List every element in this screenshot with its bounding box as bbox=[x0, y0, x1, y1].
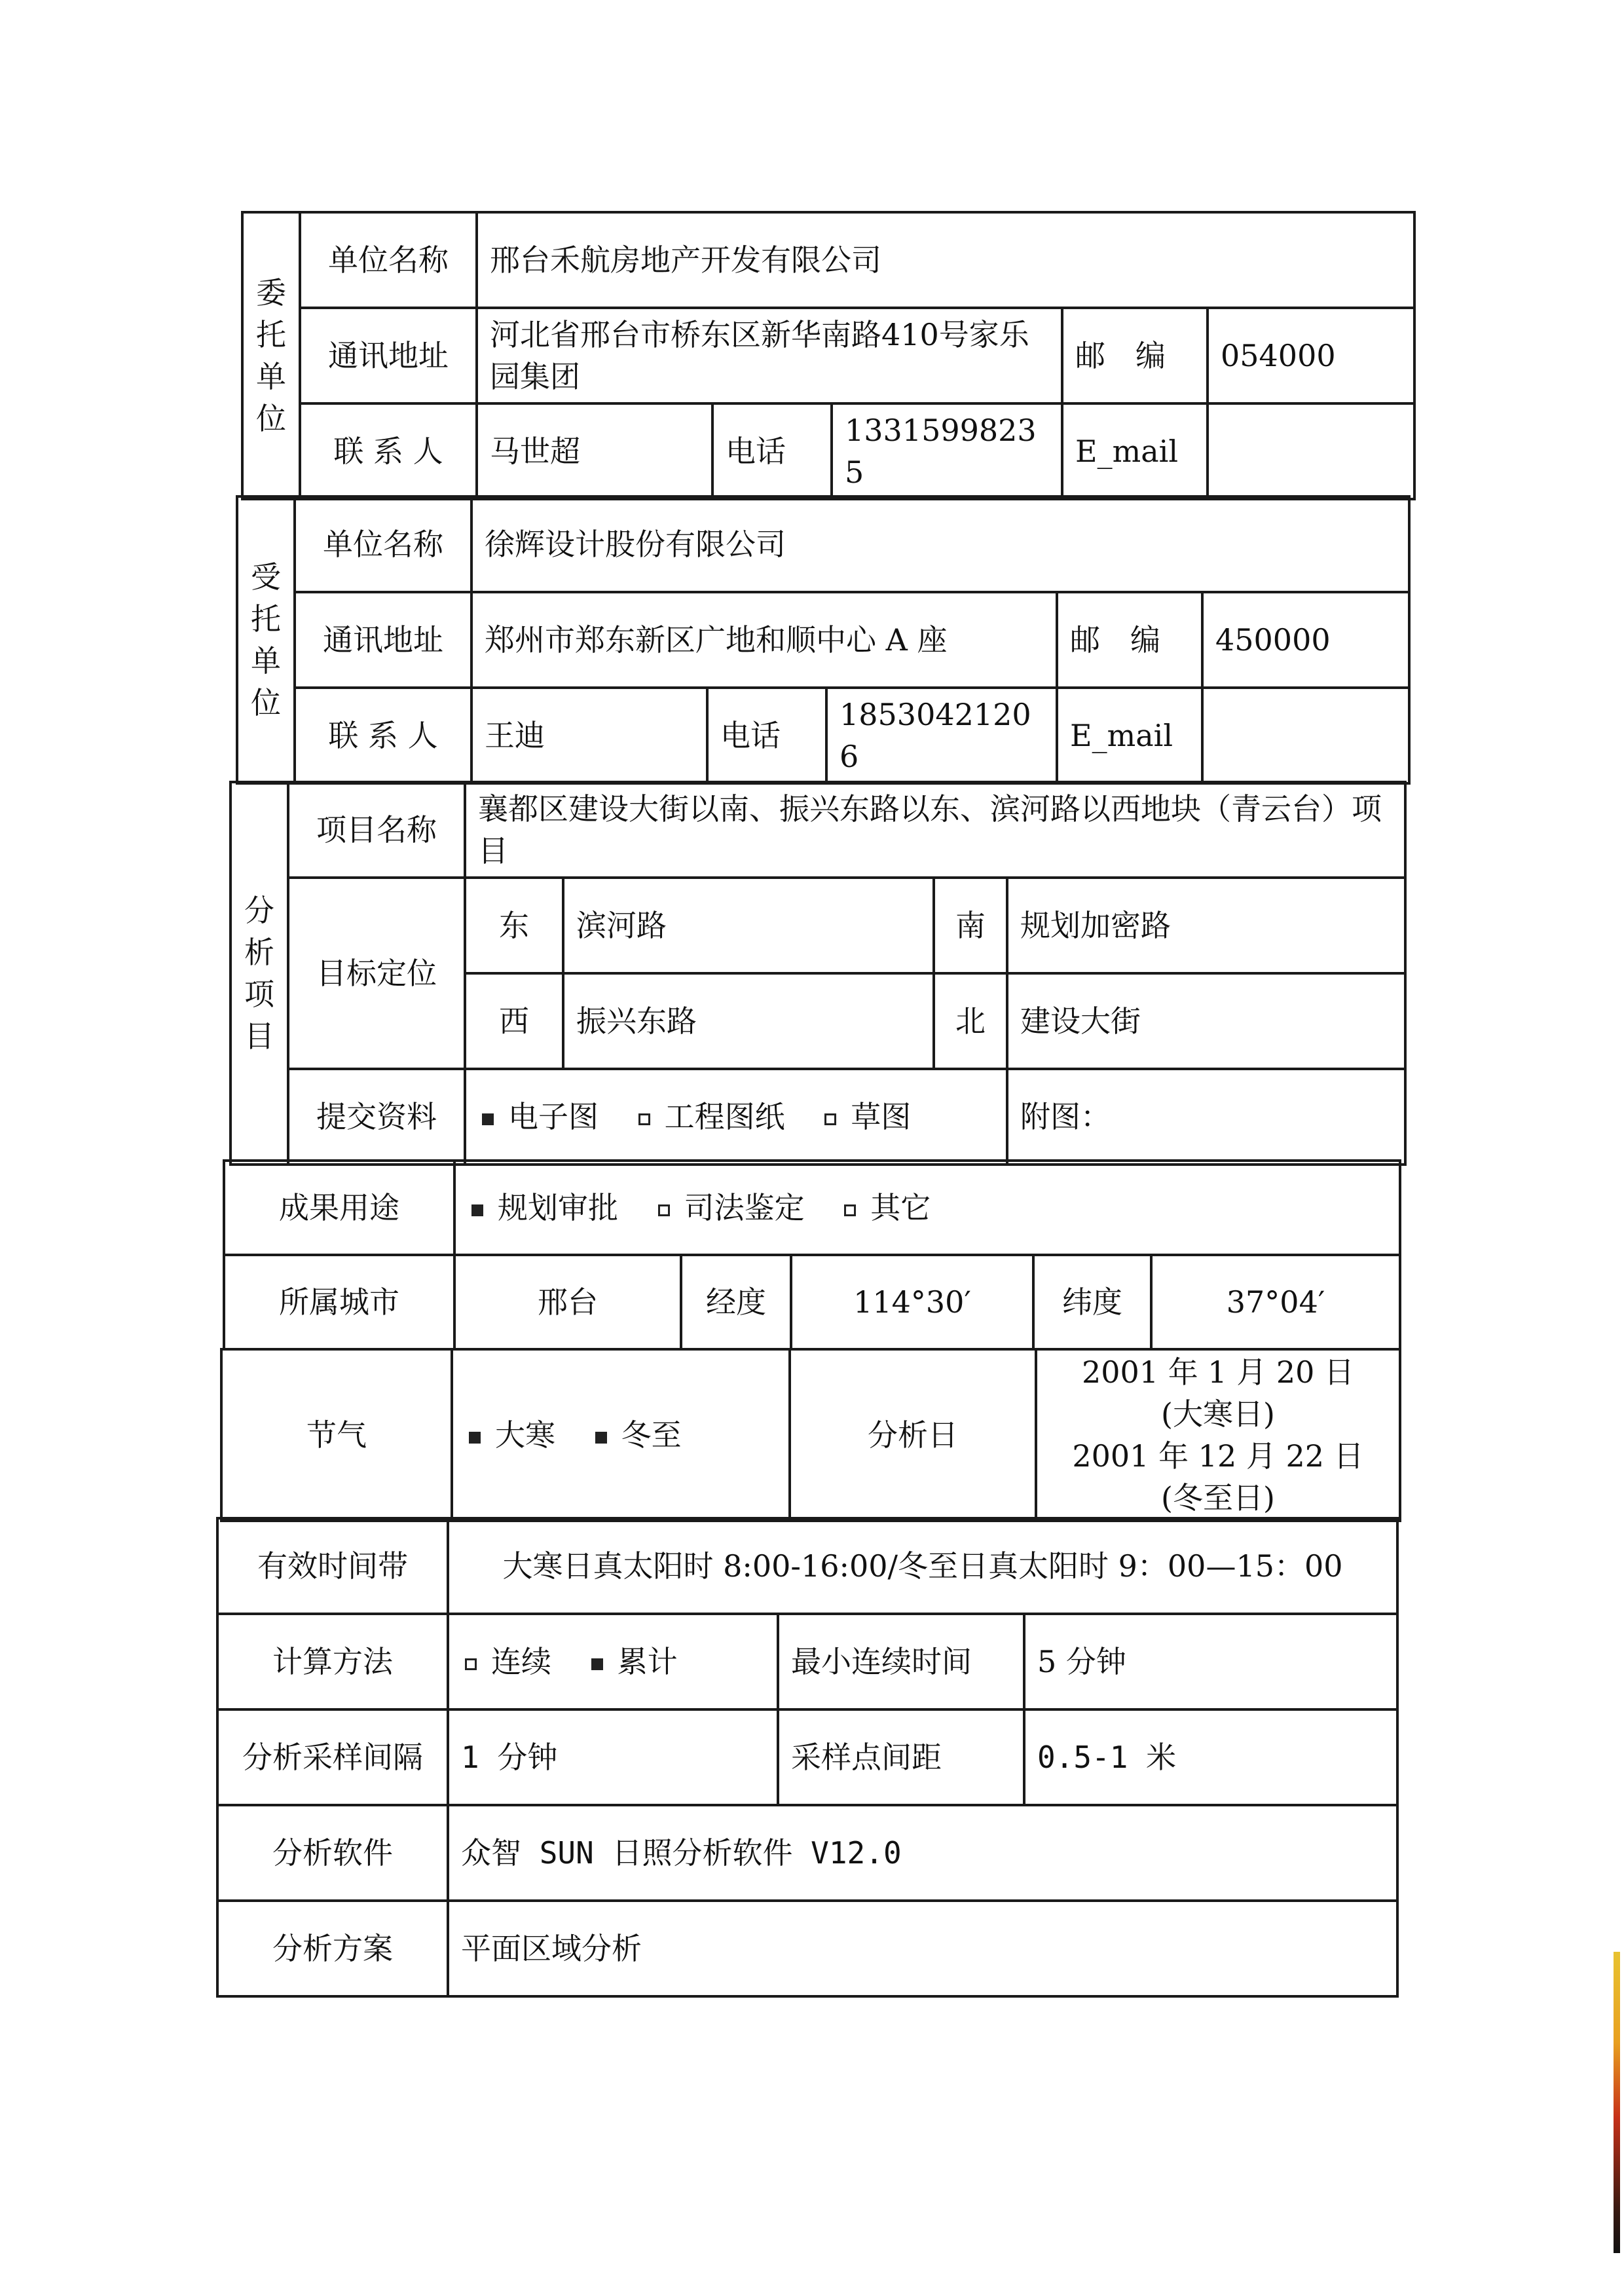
client-contact-label: 联 系 人 bbox=[300, 403, 477, 499]
attach-label: 附图： bbox=[1007, 1069, 1405, 1165]
project-name-label: 项目名称 bbox=[288, 782, 465, 878]
software-value: 众智 SUN 日照分析软件 V12.0 bbox=[448, 1805, 1397, 1901]
client-phone-label: 电话 bbox=[712, 403, 832, 499]
lon-value: 114°30′ bbox=[791, 1255, 1033, 1349]
project-name-value: 襄都区建设大街以南、振兴东路以东、滨河路以西地块（青云台）项目 bbox=[465, 782, 1405, 878]
west-label: 西 bbox=[465, 973, 563, 1069]
submit-option-3-checkbox[interactable] bbox=[824, 1113, 836, 1125]
client-addr-label: 通讯地址 bbox=[300, 308, 477, 403]
lat-label: 纬度 bbox=[1033, 1255, 1151, 1349]
project-table bbox=[229, 781, 1407, 1166]
contractor-name-label: 单位名称 bbox=[295, 496, 471, 592]
contractor-zip-label: 邮 编 bbox=[1057, 592, 1202, 688]
term-option-2-checkbox[interactable] bbox=[595, 1432, 607, 1444]
submit-option-1-label: 电子图 bbox=[508, 1099, 599, 1134]
usage-option-2-label: 司法鉴定 bbox=[684, 1190, 805, 1225]
spacing-label: 采样点间距 bbox=[778, 1709, 1024, 1805]
usage-option-1-checkbox[interactable] bbox=[471, 1204, 483, 1216]
city-label: 所属城市 bbox=[224, 1255, 454, 1349]
time-band-value: 大寒日真太阳时 8:00-16:00/冬至日真太阳时 9：00—15：00 bbox=[448, 1518, 1397, 1614]
contractor-table bbox=[236, 495, 1411, 785]
usage-option-3-label: 其它 bbox=[870, 1190, 931, 1225]
term-option-1-label: 大寒 bbox=[495, 1417, 555, 1453]
north-value: 建设大街 bbox=[1007, 973, 1405, 1069]
method-option-2-checkbox[interactable] bbox=[591, 1658, 603, 1670]
software-label: 分析软件 bbox=[217, 1805, 448, 1901]
method-table bbox=[216, 1517, 1399, 1998]
east-value: 滨河路 bbox=[563, 878, 934, 973]
method-label: 计算方法 bbox=[217, 1614, 448, 1709]
submit-option-3-label: 草图 bbox=[851, 1099, 912, 1134]
south-value: 规划加密路 bbox=[1007, 878, 1405, 973]
city-value: 邢台 bbox=[454, 1255, 681, 1349]
south-label: 南 bbox=[934, 878, 1007, 973]
time-band-label: 有效时间带 bbox=[217, 1518, 448, 1614]
min-continuous-label: 最小连续时间 bbox=[778, 1614, 1024, 1709]
submit-options bbox=[465, 1069, 1007, 1165]
client-section-label: 委 托 单 位 bbox=[242, 212, 300, 499]
client-phone-value: 13315998235 bbox=[832, 403, 1062, 499]
date1: 2001 年 1 月 20 日 bbox=[1082, 1354, 1354, 1390]
usage-option-1-label: 规划审批 bbox=[498, 1190, 618, 1225]
analysis-date-label: 分析日 bbox=[790, 1349, 1036, 1521]
target-label: 目标定位 bbox=[288, 878, 465, 1069]
submit-label: 提交资料 bbox=[288, 1069, 465, 1165]
sampling-value: 1 分钟 bbox=[448, 1709, 778, 1805]
solar-term-label: 节气 bbox=[221, 1349, 452, 1521]
lat-value: 37°04′ bbox=[1151, 1255, 1400, 1349]
scheme-value: 平面区域分析 bbox=[448, 1901, 1397, 1996]
contractor-name-value: 徐辉设计股份有限公司 bbox=[471, 496, 1409, 592]
usage-option-3-checkbox[interactable] bbox=[844, 1204, 856, 1216]
client-email-value bbox=[1208, 403, 1414, 499]
contractor-zip-value: 450000 bbox=[1202, 592, 1409, 688]
usage-label: 成果用途 bbox=[224, 1161, 454, 1255]
date2: 2001 年 12 月 22 日 bbox=[1072, 1438, 1364, 1474]
method-options bbox=[448, 1614, 778, 1709]
lon-label: 经度 bbox=[681, 1255, 791, 1349]
contractor-section-label: 受 托 单 位 bbox=[237, 496, 295, 783]
client-name-label: 单位名称 bbox=[300, 212, 477, 308]
scan-color-strip bbox=[1614, 1952, 1620, 2253]
contractor-phone-label: 电话 bbox=[707, 688, 826, 783]
method-option-1-label: 连续 bbox=[491, 1644, 551, 1679]
contractor-contact-value: 王迪 bbox=[471, 688, 707, 783]
contractor-addr-value: 郑州市郑东新区广地和顺中心 A 座 bbox=[471, 592, 1057, 688]
client-table bbox=[241, 211, 1416, 500]
usage-option-2-checkbox[interactable] bbox=[658, 1204, 670, 1216]
scheme-label: 分析方案 bbox=[217, 1901, 448, 1996]
analysis-table bbox=[223, 1159, 1401, 1351]
sampling-label: 分析采样间隔 bbox=[217, 1709, 448, 1805]
client-contact-value: 马世超 bbox=[477, 403, 712, 499]
client-addr-value: 河北省邢台市桥东区新华南路410号家乐园集团 bbox=[477, 308, 1062, 403]
min-continuous-value: 5 分钟 bbox=[1024, 1614, 1397, 1709]
usage-options bbox=[454, 1161, 1400, 1255]
method-option-1-checkbox[interactable] bbox=[465, 1658, 477, 1670]
term-option-2-label: 冬至 bbox=[621, 1417, 682, 1453]
spacing-value: 0.5-1 米 bbox=[1024, 1709, 1397, 1805]
client-zip-label: 邮 编 bbox=[1062, 308, 1208, 403]
east-label: 东 bbox=[465, 878, 563, 973]
analysis-date-value bbox=[1036, 1349, 1400, 1521]
submit-option-2-checkbox[interactable] bbox=[638, 1113, 650, 1125]
solar-term-table bbox=[220, 1348, 1401, 1522]
client-zip-value: 054000 bbox=[1208, 308, 1414, 403]
project-section-label: 分 析 项 目 bbox=[231, 782, 288, 1165]
client-name-value: 邢台禾航房地产开发有限公司 bbox=[477, 212, 1414, 308]
date1-note: (大寒日) bbox=[1161, 1396, 1275, 1432]
contractor-contact-label: 联 系 人 bbox=[295, 688, 471, 783]
contractor-addr-label: 通讯地址 bbox=[295, 592, 471, 688]
term-option-1-checkbox[interactable] bbox=[469, 1432, 481, 1444]
contractor-phone-value: 18530421206 bbox=[826, 688, 1057, 783]
north-label: 北 bbox=[934, 973, 1007, 1069]
submit-option-1-checkbox[interactable] bbox=[482, 1113, 494, 1125]
client-email-label: E_mail bbox=[1062, 403, 1208, 499]
method-option-2-label: 累计 bbox=[617, 1644, 678, 1679]
solar-term-options bbox=[452, 1349, 790, 1521]
west-value: 振兴东路 bbox=[563, 973, 934, 1069]
date2-note: (冬至日) bbox=[1161, 1480, 1275, 1516]
contractor-email-label: E_mail bbox=[1057, 688, 1202, 783]
contractor-email-value bbox=[1202, 688, 1409, 783]
submit-option-2-label: 工程图纸 bbox=[664, 1099, 785, 1134]
